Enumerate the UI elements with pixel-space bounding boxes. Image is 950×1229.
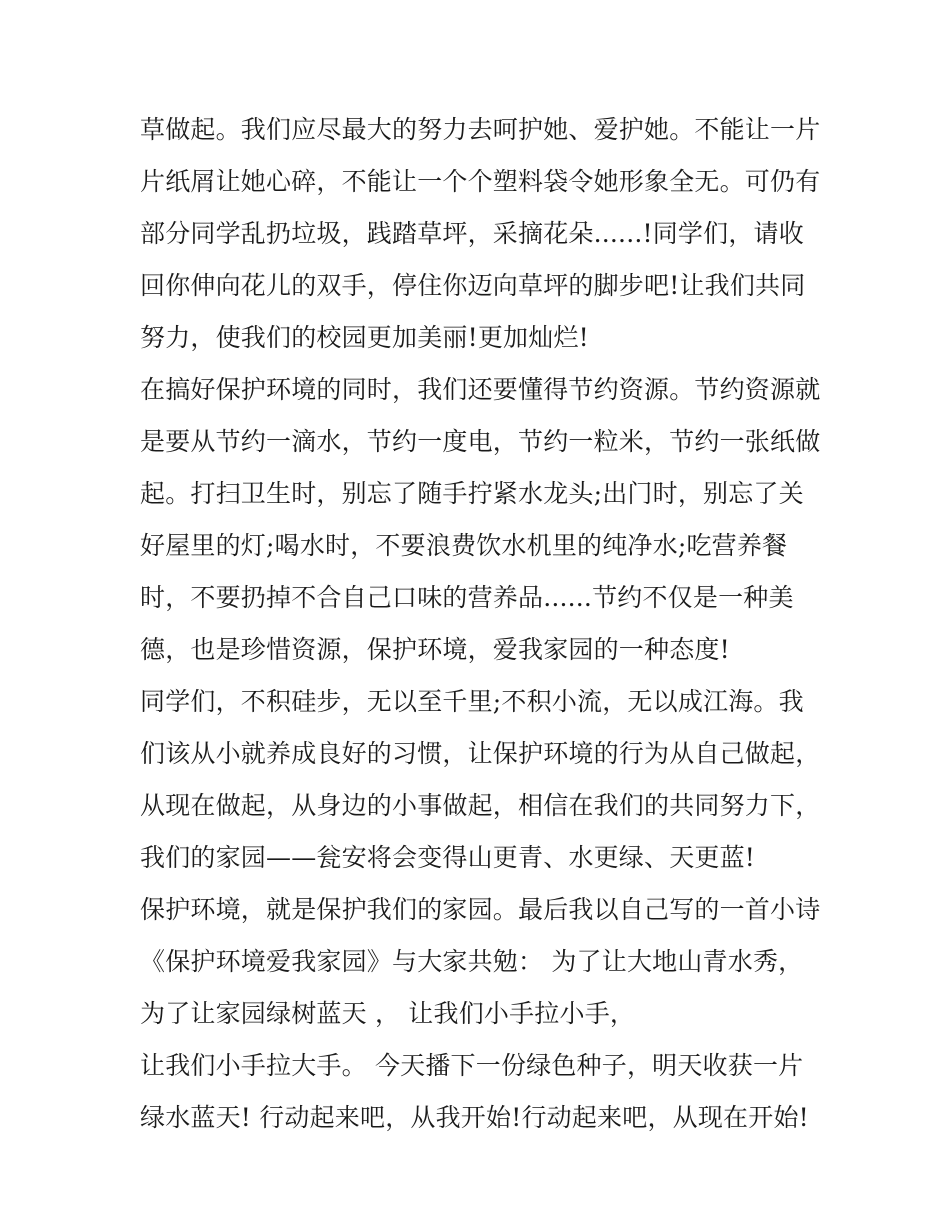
text-line: 努力，使我们的校园更加美丽!更加灿烂! xyxy=(140,323,589,352)
text-line: 从现在做起，从身边的小事做起，相信在我们的共同努力下， xyxy=(140,791,821,820)
text-line: 是要从节约一滴水，节约一度电，节约一粒米，节约一张纸做 xyxy=(140,427,821,456)
text-line: 让我们小手拉大手。 今天播下一份绿色种子，明天收获一片 xyxy=(140,1051,804,1080)
text-line: 回你伸向花儿的双手，停住你迈向草坪的脚步吧!让我们共同 xyxy=(140,271,806,300)
text-line: 德，也是珍惜资源，保护环境，爱我家园的一种态度! xyxy=(140,635,730,664)
text-line: 我们的家园——瓮安将会变得山更青、水更绿、天更蓝! xyxy=(140,843,756,872)
text-line: 起。打扫卫生时，别忘了随手拧紧水龙头;出门时，别忘了关 xyxy=(140,479,804,508)
text-line: 在搞好保护环境的同时，我们还要懂得节约资源。节约资源就 xyxy=(140,375,821,404)
text-line: 部分同学乱扔垃圾，践踏草坪，采摘花朵......!同学们，请收 xyxy=(140,219,804,248)
text-line: 为了让家园绿树蓝天 ， 让我们小手拉小手， xyxy=(140,999,636,1028)
body-text xyxy=(140,104,840,1144)
text-line: 《保护环境爱我家园》与大家共勉： 为了让大地山青水秀， xyxy=(140,947,804,976)
text-line: 好屋里的灯;喝水时，不要浪费饮水机里的纯净水;吃营养餐 xyxy=(140,531,788,560)
text-line: 时，不要扔掉不合自己口味的营养品......节约不仅是一种美 xyxy=(140,583,794,612)
text-line: 片纸屑让她心碎，不能让一个个塑料袋令她形象全无。可仍有 xyxy=(140,167,821,196)
text-line: 草做起。我们应尽最大的努力去呵护她、爱护她。不能让一片 xyxy=(140,115,821,144)
text-line: 同学们，不积硅步，无以至千里;不积小流，无以成江海。我 xyxy=(140,687,804,716)
text-line: 绿水蓝天! 行动起来吧，从我开始!行动起来吧，从现在开始! xyxy=(140,1103,809,1132)
text-line: 们该从小就养成良好的习惯，让保护环境的行为从自己做起， xyxy=(140,739,821,768)
text-line: 保护环境，就是保护我们的家园。最后我以自己写的一首小诗 xyxy=(140,895,821,924)
